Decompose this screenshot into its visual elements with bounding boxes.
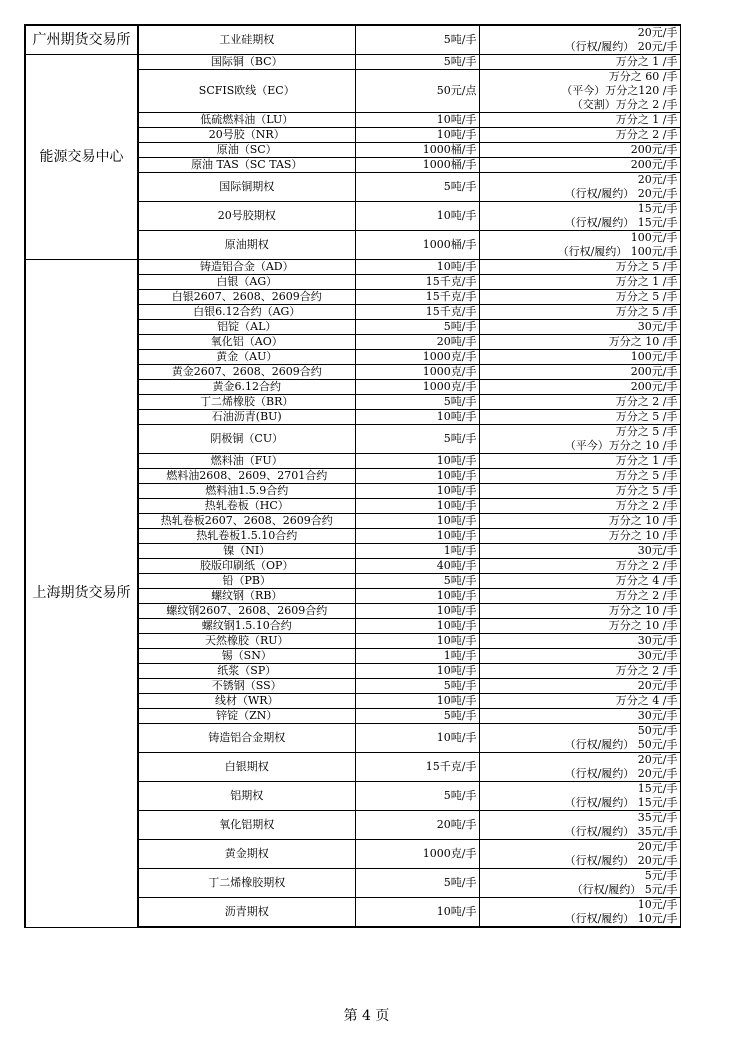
- fee-value: 200元/手: [479, 365, 680, 380]
- trading-unit: 50元/点: [355, 70, 479, 113]
- product-name: 燃料油2608、2609、2701合约: [138, 469, 355, 484]
- product-name: 白银6.12合约（AG）: [138, 305, 355, 320]
- trading-unit: 15千克/手: [355, 305, 479, 320]
- trading-unit: 5吨/手: [355, 320, 479, 335]
- product-name: 国际铜（BC）: [138, 55, 355, 70]
- trading-unit: 15千克/手: [355, 275, 479, 290]
- table-row: [25, 55, 680, 70]
- product-name: 石油沥青(BU): [138, 410, 355, 425]
- page-footer: 第 4 页: [343, 1008, 390, 1024]
- product-name: 氧化铝（AO）: [138, 335, 355, 350]
- trading-unit: 1000桶/手: [355, 158, 479, 173]
- product-name: 铝锭（AL）: [138, 320, 355, 335]
- product-name: 热轧卷板1.5.10合约: [138, 529, 355, 544]
- fee-value: 万分之 4 /手: [479, 694, 680, 709]
- exchange-name: 广州期货交易所: [25, 25, 138, 55]
- product-name: 锡（SN）: [138, 649, 355, 664]
- product-name: 白银（AG）: [138, 275, 355, 290]
- fee-value: 万分之 10 /手: [479, 514, 680, 529]
- trading-unit: 10吨/手: [355, 724, 479, 753]
- trading-unit: 1吨/手: [355, 544, 479, 559]
- fee-value: 万分之 2 /手: [479, 559, 680, 574]
- trading-unit: 5吨/手: [355, 679, 479, 694]
- trading-unit: 5吨/手: [355, 782, 479, 811]
- product-name: 线材（WR）: [138, 694, 355, 709]
- fee-value: 30元/手: [479, 634, 680, 649]
- product-name: 铸造铝合金期权: [138, 724, 355, 753]
- product-name: 原油 TAS（SC TAS）: [138, 158, 355, 173]
- product-name: 丁二烯橡胶期权: [138, 869, 355, 898]
- trading-unit: 10吨/手: [355, 113, 479, 128]
- fee-value: 万分之 10 /手: [479, 529, 680, 544]
- trading-unit: 10吨/手: [355, 410, 479, 425]
- trading-unit: 10吨/手: [355, 484, 479, 499]
- fee-value: 万分之 5 /手: [479, 484, 680, 499]
- product-name: 白银期权: [138, 753, 355, 782]
- product-name: 铅（PB）: [138, 574, 355, 589]
- product-name: 燃料油（FU）: [138, 454, 355, 469]
- product-name: 阴极铜（CU）: [138, 425, 355, 454]
- trading-unit: 10吨/手: [355, 499, 479, 514]
- fee-value: 万分之 60 /手 （平今）万分之120 /手 （交割）万分之 2 /手: [479, 70, 680, 113]
- product-name: 螺纹钢1.5.10合约: [138, 619, 355, 634]
- product-name: 工业硅期权: [138, 25, 355, 55]
- trading-unit: 10吨/手: [355, 454, 479, 469]
- trading-unit: 5吨/手: [355, 55, 479, 70]
- product-name: SCFIS欧线（EC）: [138, 70, 355, 113]
- fee-value: 万分之 1 /手: [479, 275, 680, 290]
- trading-unit: 5吨/手: [355, 574, 479, 589]
- fee-value: 万分之 2 /手: [479, 395, 680, 410]
- product-name: 燃料油1.5.9合约: [138, 484, 355, 499]
- trading-unit: 10吨/手: [355, 604, 479, 619]
- fee-value: 10元/手 （行权/履约） 10元/手: [479, 898, 680, 928]
- product-name: 黄金（AU）: [138, 350, 355, 365]
- product-name: 螺纹钢2607、2608、2609合约: [138, 604, 355, 619]
- product-name: 天然橡胶（RU）: [138, 634, 355, 649]
- fee-value: 200元/手: [479, 143, 680, 158]
- product-name: 白银2607、2608、2609合约: [138, 290, 355, 305]
- fee-value: 20元/手 （行权/履约） 20元/手: [479, 753, 680, 782]
- fee-value: 15元/手 （行权/履约） 15元/手: [479, 202, 680, 231]
- fee-value: 万分之 2 /手: [479, 128, 680, 143]
- fee-value: 20元/手 （行权/履约） 20元/手: [479, 840, 680, 869]
- product-name: 铝期权: [138, 782, 355, 811]
- fee-value: 万分之 2 /手: [479, 664, 680, 679]
- fee-value: 30元/手: [479, 709, 680, 724]
- fee-value: 100元/手: [479, 350, 680, 365]
- fee-value: 万分之 1 /手: [479, 454, 680, 469]
- product-name: 黄金2607、2608、2609合约: [138, 365, 355, 380]
- trading-unit: 5吨/手: [355, 869, 479, 898]
- fee-table: [24, 24, 681, 928]
- fee-value: 万分之 5 /手: [479, 290, 680, 305]
- product-name: 20号胶（NR）: [138, 128, 355, 143]
- trading-unit: 10吨/手: [355, 260, 479, 275]
- product-name: 原油期权: [138, 231, 355, 260]
- fee-value: 万分之 1 /手: [479, 113, 680, 128]
- trading-unit: 10吨/手: [355, 694, 479, 709]
- trading-unit: 1吨/手: [355, 649, 479, 664]
- trading-unit: 1000克/手: [355, 350, 479, 365]
- trading-unit: 10吨/手: [355, 589, 479, 604]
- product-name: 黄金6.12合约: [138, 380, 355, 395]
- fee-value: 100元/手 （行权/履约） 100元/手: [479, 231, 680, 260]
- trading-unit: 10吨/手: [355, 619, 479, 634]
- trading-unit: 1000克/手: [355, 840, 479, 869]
- trading-unit: 1000桶/手: [355, 231, 479, 260]
- trading-unit: 15千克/手: [355, 290, 479, 305]
- fee-value: 200元/手: [479, 158, 680, 173]
- trading-unit: 10吨/手: [355, 469, 479, 484]
- fee-value: 30元/手: [479, 649, 680, 664]
- fee-value: 万分之 2 /手: [479, 499, 680, 514]
- product-name: 螺纹钢（RB）: [138, 589, 355, 604]
- trading-unit: 40吨/手: [355, 559, 479, 574]
- product-name: 沥青期权: [138, 898, 355, 928]
- trading-unit: 10吨/手: [355, 202, 479, 231]
- product-name: 黄金期权: [138, 840, 355, 869]
- trading-unit: 1000桶/手: [355, 143, 479, 158]
- fee-value: 万分之 10 /手: [479, 619, 680, 634]
- trading-unit: 5吨/手: [355, 173, 479, 202]
- exchange-name: 上海期货交易所: [25, 260, 138, 928]
- fee-value: 万分之 5 /手: [479, 305, 680, 320]
- fee-value: 20元/手 （行权/履约） 20元/手: [479, 25, 680, 55]
- fee-value: 万分之 10 /手: [479, 604, 680, 619]
- trading-unit: 5吨/手: [355, 709, 479, 724]
- fee-value: 30元/手: [479, 544, 680, 559]
- product-name: 20号胶期权: [138, 202, 355, 231]
- product-name: 丁二烯橡胶（BR）: [138, 395, 355, 410]
- fee-value: 万分之 2 /手: [479, 589, 680, 604]
- fee-value: 万分之 1 /手: [479, 55, 680, 70]
- fee-value: 20元/手: [479, 679, 680, 694]
- trading-unit: 5吨/手: [355, 425, 479, 454]
- product-name: 热轧卷板（HC）: [138, 499, 355, 514]
- fee-value: 万分之 5 /手: [479, 469, 680, 484]
- trading-unit: 15千克/手: [355, 753, 479, 782]
- product-name: 铸造铝合金（AD）: [138, 260, 355, 275]
- fee-value: 200元/手: [479, 380, 680, 395]
- trading-unit: 10吨/手: [355, 634, 479, 649]
- trading-unit: 5吨/手: [355, 395, 479, 410]
- product-name: 胶版印刷纸（OP）: [138, 559, 355, 574]
- fee-value: 30元/手: [479, 320, 680, 335]
- fee-value: 万分之 4 /手: [479, 574, 680, 589]
- product-name: 氧化铝期权: [138, 811, 355, 840]
- product-name: 低硫燃料油（LU）: [138, 113, 355, 128]
- fee-value: 万分之 5 /手: [479, 410, 680, 425]
- fee-value: 万分之 5 /手: [479, 260, 680, 275]
- table-row: [25, 25, 680, 55]
- fee-value: 20元/手 （行权/履约） 20元/手: [479, 173, 680, 202]
- trading-unit: 20吨/手: [355, 335, 479, 350]
- trading-unit: 20吨/手: [355, 811, 479, 840]
- product-name: 锌锭（ZN）: [138, 709, 355, 724]
- trading-unit: 5吨/手: [355, 25, 479, 55]
- product-name: 不锈钢（SS）: [138, 679, 355, 694]
- fee-value: 35元/手 （行权/履约） 35元/手: [479, 811, 680, 840]
- fee-value: 万分之 10 /手: [479, 335, 680, 350]
- trading-unit: 10吨/手: [355, 664, 479, 679]
- exchange-name: 能源交易中心: [25, 55, 138, 260]
- trading-unit: 10吨/手: [355, 128, 479, 143]
- fee-value: 5元/手 （行权/履约） 5元/手: [479, 869, 680, 898]
- product-name: 国际铜期权: [138, 173, 355, 202]
- product-name: 热轧卷板2607、2608、2609合约: [138, 514, 355, 529]
- trading-unit: 10吨/手: [355, 898, 479, 928]
- trading-unit: 10吨/手: [355, 529, 479, 544]
- trading-unit: 1000克/手: [355, 365, 479, 380]
- trading-unit: 10吨/手: [355, 514, 479, 529]
- fee-value: 万分之 5 /手 （平今）万分之 10 /手: [479, 425, 680, 454]
- product-name: 原油（SC）: [138, 143, 355, 158]
- fee-value: 50元/手 （行权/履约） 50元/手: [479, 724, 680, 753]
- fee-value: 15元/手 （行权/履约） 15元/手: [479, 782, 680, 811]
- product-name: 纸浆（SP）: [138, 664, 355, 679]
- trading-unit: 1000克/手: [355, 380, 479, 395]
- table-row: [25, 260, 680, 275]
- product-name: 镍（NI）: [138, 544, 355, 559]
